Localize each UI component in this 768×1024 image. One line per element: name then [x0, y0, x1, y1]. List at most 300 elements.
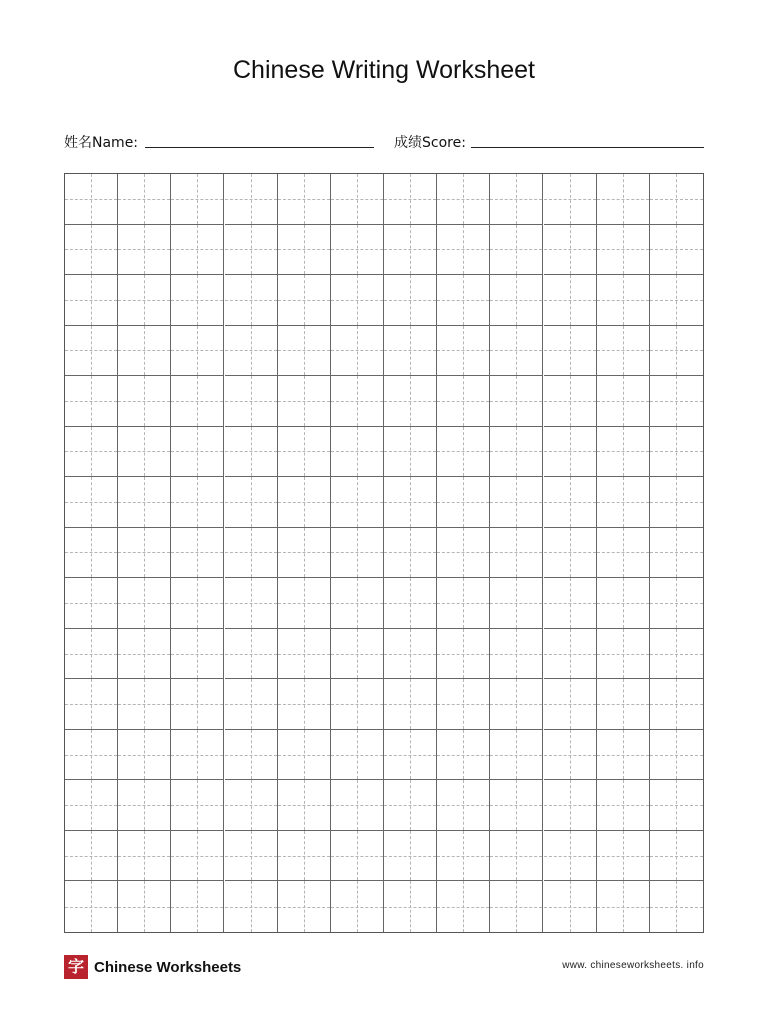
grid-cell[interactable] [597, 225, 650, 276]
cell-guide-vertical [144, 427, 145, 477]
grid-cell[interactable] [437, 578, 490, 629]
grid-cell[interactable] [278, 477, 331, 528]
cell-guide-vertical [463, 578, 464, 628]
cell-guide-vertical [516, 578, 517, 628]
grid-cell[interactable] [331, 174, 384, 225]
grid-cell[interactable] [490, 174, 543, 225]
cell-guide-vertical [357, 730, 358, 780]
grid-cell[interactable] [65, 275, 118, 326]
grid-cell[interactable] [171, 881, 224, 932]
grid-cell[interactable] [331, 831, 384, 882]
grid-cell[interactable] [65, 578, 118, 629]
cell-guide-vertical [463, 831, 464, 881]
cell-guide-vertical [623, 174, 624, 224]
cell-guide-vertical [623, 881, 624, 932]
cell-guide-vertical [304, 376, 305, 426]
grid-cell[interactable] [225, 376, 278, 427]
grid-cell[interactable] [650, 730, 703, 781]
cell-guide-vertical [516, 881, 517, 932]
grid-cell[interactable] [278, 679, 331, 730]
cell-guide-vertical [91, 275, 92, 325]
grid-cell[interactable] [597, 275, 650, 326]
cell-guide-vertical [91, 477, 92, 527]
name-label: 姓名Name: [64, 135, 139, 151]
cell-guide-vertical [91, 578, 92, 628]
cell-guide-vertical [304, 275, 305, 325]
grid-cell[interactable] [118, 477, 171, 528]
cell-guide-vertical [410, 831, 411, 881]
cell-guide-vertical [676, 679, 677, 729]
grid-cell[interactable] [331, 578, 384, 629]
grid-cell[interactable] [384, 780, 437, 831]
grid-cell[interactable] [650, 427, 703, 478]
cell-guide-vertical [623, 326, 624, 376]
grid-cell[interactable] [544, 427, 597, 478]
cell-guide-vertical [304, 780, 305, 830]
cell-guide-vertical [463, 629, 464, 679]
grid-cell[interactable] [278, 174, 331, 225]
cell-guide-vertical [357, 629, 358, 679]
grid-cell[interactable] [544, 578, 597, 629]
cell-guide-vertical [144, 578, 145, 628]
grid-cell[interactable] [437, 427, 490, 478]
grid-cell[interactable] [384, 730, 437, 781]
cell-guide-vertical [357, 679, 358, 729]
grid-cell[interactable] [171, 730, 224, 781]
grid-cell[interactable] [65, 427, 118, 478]
cell-guide-vertical [570, 225, 571, 275]
grid-cell[interactable] [597, 629, 650, 680]
cell-guide-vertical [304, 578, 305, 628]
cell-guide-vertical [410, 881, 411, 932]
cell-guide-vertical [516, 629, 517, 679]
grid-cell[interactable] [490, 376, 543, 427]
grid-cell[interactable] [118, 881, 171, 932]
cell-guide-vertical [144, 629, 145, 679]
grid-cell[interactable] [437, 831, 490, 882]
cell-guide-vertical [570, 730, 571, 780]
grid-cell[interactable] [118, 578, 171, 629]
score-label: 成绩Score: [394, 135, 466, 151]
grid-cell[interactable] [118, 427, 171, 478]
grid-cell[interactable] [437, 528, 490, 579]
cell-guide-vertical [251, 730, 252, 780]
cell-guide-vertical [91, 831, 92, 881]
cell-guide-vertical [410, 275, 411, 325]
cell-guide-vertical [304, 174, 305, 224]
cell-guide-vertical [676, 275, 677, 325]
grid-cell[interactable] [597, 578, 650, 629]
grid-cell[interactable] [650, 376, 703, 427]
grid-cell[interactable] [384, 376, 437, 427]
cell-guide-vertical [410, 477, 411, 527]
grid-cell[interactable] [225, 578, 278, 629]
grid-cell[interactable] [490, 528, 543, 579]
cell-guide-vertical [251, 326, 252, 376]
grid-cell[interactable] [225, 225, 278, 276]
grid-cell[interactable] [544, 275, 597, 326]
grid-cell[interactable] [437, 275, 490, 326]
grid-cell[interactable] [118, 174, 171, 225]
grid-cell[interactable] [331, 528, 384, 579]
cell-guide-vertical [251, 275, 252, 325]
grid-cell[interactable] [118, 679, 171, 730]
grid-cell[interactable] [225, 730, 278, 781]
cell-guide-vertical [676, 528, 677, 578]
cell-guide-vertical [91, 679, 92, 729]
grid-cell[interactable] [437, 326, 490, 377]
grid-cell[interactable] [597, 881, 650, 932]
grid-cell[interactable] [490, 326, 543, 377]
grid-cell[interactable] [225, 528, 278, 579]
grid-cell[interactable] [650, 629, 703, 680]
cell-guide-vertical [304, 427, 305, 477]
grid-cell[interactable] [225, 679, 278, 730]
grid-cell[interactable] [331, 629, 384, 680]
grid-cell[interactable] [597, 376, 650, 427]
cell-guide-vertical [357, 578, 358, 628]
grid-cell[interactable] [278, 629, 331, 680]
cell-guide-vertical [516, 831, 517, 881]
grid-cell[interactable] [331, 326, 384, 377]
grid-cell[interactable] [331, 275, 384, 326]
grid-cell[interactable] [597, 780, 650, 831]
grid-cell[interactable] [118, 780, 171, 831]
cell-guide-vertical [570, 326, 571, 376]
grid-cell[interactable] [65, 174, 118, 225]
cell-guide-vertical [251, 578, 252, 628]
cell-guide-vertical [357, 174, 358, 224]
cell-guide-vertical [410, 376, 411, 426]
grid-cell[interactable] [225, 427, 278, 478]
grid-cell[interactable] [331, 730, 384, 781]
grid-cell[interactable] [171, 629, 224, 680]
grid-cell[interactable] [490, 427, 543, 478]
cell-guide-vertical [144, 780, 145, 830]
grid-cell[interactable] [118, 528, 171, 579]
score-input-line[interactable] [471, 147, 704, 148]
cell-guide-vertical [463, 225, 464, 275]
grid-cell[interactable] [384, 225, 437, 276]
cell-guide-vertical [570, 174, 571, 224]
grid-cell[interactable] [278, 427, 331, 478]
grid-cell[interactable] [597, 174, 650, 225]
grid-cell[interactable] [490, 730, 543, 781]
cell-guide-vertical [623, 831, 624, 881]
cell-guide-vertical [251, 174, 252, 224]
cell-guide-vertical [197, 679, 198, 729]
cell-guide-vertical [570, 528, 571, 578]
grid-cell[interactable] [384, 174, 437, 225]
cell-guide-vertical [91, 629, 92, 679]
cell-guide-vertical [570, 831, 571, 881]
grid-cell[interactable] [490, 578, 543, 629]
cell-guide-vertical [251, 629, 252, 679]
grid-cell[interactable] [65, 629, 118, 680]
grid-cell[interactable] [118, 225, 171, 276]
cell-guide-vertical [570, 427, 571, 477]
grid-cell[interactable] [384, 881, 437, 932]
grid-cell[interactable] [171, 225, 224, 276]
cell-guide-vertical [623, 679, 624, 729]
cell-guide-vertical [463, 427, 464, 477]
grid-cell[interactable] [437, 174, 490, 225]
grid-cell[interactable] [118, 730, 171, 781]
grid-cell[interactable] [171, 679, 224, 730]
grid-cell[interactable] [544, 326, 597, 377]
grid-cell[interactable] [278, 275, 331, 326]
grid-cell[interactable] [544, 376, 597, 427]
cell-guide-vertical [357, 477, 358, 527]
grid-cell[interactable] [384, 275, 437, 326]
grid-cell[interactable] [65, 780, 118, 831]
grid-cell[interactable] [544, 780, 597, 831]
cell-guide-vertical [304, 881, 305, 932]
grid-cell[interactable] [65, 881, 118, 932]
grid-cell[interactable] [437, 225, 490, 276]
grid-cell[interactable] [650, 780, 703, 831]
cell-guide-vertical [144, 225, 145, 275]
cell-guide-vertical [516, 225, 517, 275]
cell-guide-vertical [570, 578, 571, 628]
cell-guide-vertical [91, 326, 92, 376]
grid-cell[interactable] [597, 679, 650, 730]
grid-cell[interactable] [65, 831, 118, 882]
cell-guide-vertical [144, 275, 145, 325]
grid-cell[interactable] [384, 427, 437, 478]
grid-cell[interactable] [544, 881, 597, 932]
grid-cell[interactable] [437, 679, 490, 730]
grid-cell[interactable] [278, 780, 331, 831]
grid-cell[interactable] [384, 679, 437, 730]
cell-guide-vertical [676, 629, 677, 679]
grid-cell[interactable] [384, 477, 437, 528]
cell-guide-vertical [623, 275, 624, 325]
cell-guide-vertical [623, 629, 624, 679]
grid-cell[interactable] [384, 831, 437, 882]
cell-guide-vertical [516, 326, 517, 376]
cell-guide-vertical [410, 174, 411, 224]
cell-guide-vertical [251, 881, 252, 932]
cell-guide-vertical [463, 174, 464, 224]
cell-guide-vertical [463, 881, 464, 932]
cell-guide-vertical [516, 730, 517, 780]
grid-cell[interactable] [171, 174, 224, 225]
cell-guide-vertical [570, 780, 571, 830]
cell-guide-vertical [463, 528, 464, 578]
grid-cell[interactable] [597, 730, 650, 781]
grid-cell[interactable] [384, 578, 437, 629]
cell-guide-vertical [410, 629, 411, 679]
grid-cell[interactable] [544, 679, 597, 730]
cell-guide-vertical [251, 376, 252, 426]
grid-cell[interactable] [278, 578, 331, 629]
grid-cell[interactable] [490, 831, 543, 882]
cell-guide-vertical [676, 174, 677, 224]
cell-guide-vertical [91, 881, 92, 932]
grid-cell[interactable] [331, 225, 384, 276]
grid-cell[interactable] [437, 881, 490, 932]
cell-guide-vertical [676, 225, 677, 275]
cell-guide-vertical [463, 780, 464, 830]
grid-cell[interactable] [437, 780, 490, 831]
grid-cell[interactable] [490, 629, 543, 680]
grid-cell[interactable] [171, 831, 224, 882]
cell-guide-vertical [197, 730, 198, 780]
grid-cell[interactable] [278, 730, 331, 781]
cell-guide-vertical [410, 578, 411, 628]
grid-cell[interactable] [225, 780, 278, 831]
grid-cell[interactable] [225, 326, 278, 377]
grid-cell[interactable] [597, 427, 650, 478]
cell-guide-vertical [676, 730, 677, 780]
grid-cell[interactable] [650, 578, 703, 629]
grid-cell[interactable] [544, 629, 597, 680]
grid-cell[interactable] [118, 275, 171, 326]
cell-guide-vertical [197, 275, 198, 325]
grid-cell[interactable] [650, 881, 703, 932]
grid-cell[interactable] [171, 780, 224, 831]
cell-guide-vertical [91, 528, 92, 578]
grid-cell[interactable] [544, 528, 597, 579]
grid-cell[interactable] [544, 730, 597, 781]
grid-cell[interactable] [118, 629, 171, 680]
cell-guide-vertical [676, 831, 677, 881]
grid-cell[interactable] [331, 427, 384, 478]
grid-cell[interactable] [650, 174, 703, 225]
grid-cell[interactable] [650, 326, 703, 377]
grid-cell[interactable] [171, 578, 224, 629]
grid-cell[interactable] [437, 730, 490, 781]
cell-guide-vertical [623, 376, 624, 426]
cell-guide-vertical [676, 326, 677, 376]
grid-cell[interactable] [597, 477, 650, 528]
website-link[interactable]: www. chineseworksheets. info [562, 960, 704, 971]
cell-guide-vertical [676, 376, 677, 426]
grid-cell[interactable] [650, 477, 703, 528]
grid-cell[interactable] [65, 376, 118, 427]
cell-guide-vertical [91, 730, 92, 780]
cell-guide-vertical [304, 528, 305, 578]
cell-guide-vertical [357, 225, 358, 275]
grid-cell[interactable] [118, 376, 171, 427]
grid-cell[interactable] [437, 477, 490, 528]
grid-cell[interactable] [437, 629, 490, 680]
cell-guide-vertical [304, 225, 305, 275]
grid-cell[interactable] [490, 225, 543, 276]
grid-cell[interactable] [65, 679, 118, 730]
grid-cell[interactable] [225, 831, 278, 882]
grid-cell[interactable] [544, 174, 597, 225]
grid-cell[interactable] [278, 326, 331, 377]
grid-cell[interactable] [437, 376, 490, 427]
grid-cell[interactable] [171, 376, 224, 427]
cell-guide-vertical [91, 427, 92, 477]
grid-cell[interactable] [331, 881, 384, 932]
cell-guide-vertical [623, 427, 624, 477]
grid-cell[interactable] [650, 225, 703, 276]
grid-cell[interactable] [490, 780, 543, 831]
cell-guide-vertical [676, 427, 677, 477]
grid-cell[interactable] [597, 326, 650, 377]
grid-cell[interactable] [225, 629, 278, 680]
name-input-line[interactable] [145, 147, 374, 148]
grid-cell[interactable] [225, 881, 278, 932]
cell-guide-vertical [91, 174, 92, 224]
cell-guide-vertical [570, 477, 571, 527]
grid-cell[interactable] [65, 528, 118, 579]
grid-cell[interactable] [171, 275, 224, 326]
grid-cell[interactable] [331, 477, 384, 528]
grid-cell[interactable] [490, 881, 543, 932]
grid-cell[interactable] [384, 629, 437, 680]
grid-cell[interactable] [650, 528, 703, 579]
grid-cell[interactable] [278, 831, 331, 882]
cell-guide-vertical [144, 831, 145, 881]
grid-cell[interactable] [65, 326, 118, 377]
grid-cell[interactable] [65, 477, 118, 528]
cell-guide-vertical [251, 831, 252, 881]
grid-cell[interactable] [171, 326, 224, 377]
grid-cell[interactable] [650, 831, 703, 882]
grid-cell[interactable] [171, 427, 224, 478]
cell-guide-vertical [144, 881, 145, 932]
grid-cell[interactable] [597, 831, 650, 882]
grid-cell[interactable] [225, 477, 278, 528]
cell-guide-vertical [516, 780, 517, 830]
grid-cell[interactable] [278, 376, 331, 427]
grid-cell[interactable] [490, 275, 543, 326]
grid-cell[interactable] [65, 730, 118, 781]
grid-cell[interactable] [65, 225, 118, 276]
grid-cell[interactable] [597, 528, 650, 579]
grid-cell[interactable] [544, 831, 597, 882]
cell-guide-vertical [516, 174, 517, 224]
grid-cell[interactable] [384, 528, 437, 579]
grid-cell[interactable] [331, 376, 384, 427]
writing-grid [64, 173, 704, 933]
grid-cell[interactable] [171, 528, 224, 579]
cell-guide-vertical [197, 578, 198, 628]
cell-guide-vertical [570, 376, 571, 426]
grid-cell[interactable] [118, 326, 171, 377]
grid-cell[interactable] [490, 477, 543, 528]
grid-cell[interactable] [490, 679, 543, 730]
grid-cell[interactable] [225, 275, 278, 326]
cell-guide-vertical [463, 679, 464, 729]
grid-cell[interactable] [384, 326, 437, 377]
cell-guide-vertical [144, 679, 145, 729]
grid-cell[interactable] [118, 831, 171, 882]
grid-cell[interactable] [278, 881, 331, 932]
cell-guide-vertical [516, 427, 517, 477]
grid-cell[interactable] [171, 477, 224, 528]
grid-cell[interactable] [278, 528, 331, 579]
cell-guide-vertical [91, 225, 92, 275]
grid-cell[interactable] [544, 477, 597, 528]
grid-cell[interactable] [225, 174, 278, 225]
grid-cell[interactable] [331, 780, 384, 831]
grid-cell[interactable] [278, 225, 331, 276]
cell-guide-vertical [91, 376, 92, 426]
cell-guide-vertical [197, 376, 198, 426]
cell-guide-vertical [197, 427, 198, 477]
grid-cell[interactable] [650, 275, 703, 326]
cell-guide-vertical [623, 225, 624, 275]
grid-cell[interactable] [650, 679, 703, 730]
grid-cell[interactable] [331, 679, 384, 730]
grid-cell[interactable] [544, 225, 597, 276]
